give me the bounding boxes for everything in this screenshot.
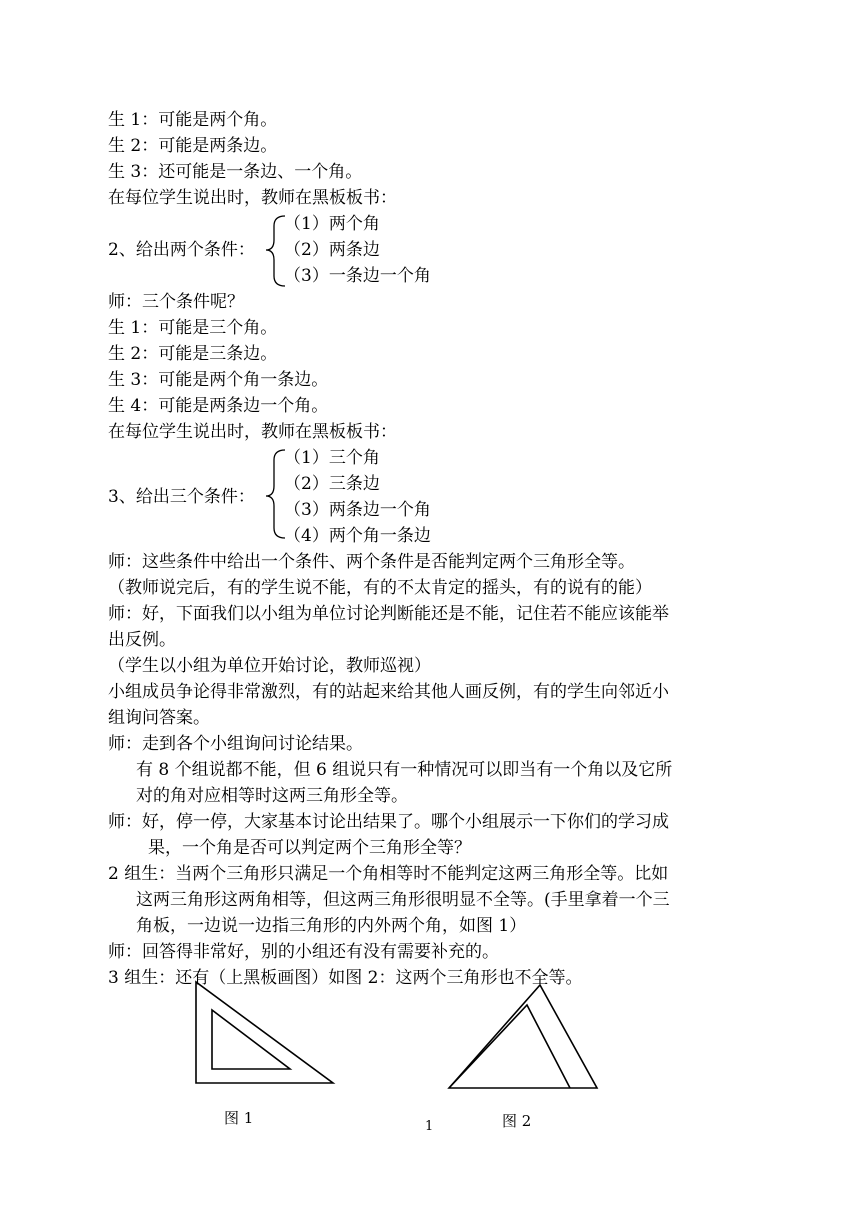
dialogue-line: 3 组生：还有（上黑板画图）如图 2：这两个三角形也不全等。 <box>108 968 583 988</box>
figure-1-outer-triangle <box>196 982 333 1083</box>
figure-2-large-triangle <box>449 985 597 1088</box>
board-item: （1）两个角 <box>284 214 380 234</box>
board-label-two-conditions: 2、给出两个条件： <box>108 240 255 260</box>
board-item: （3）两条边一个角 <box>284 500 431 520</box>
narration-line: （学生以小组为单位开始讨论，教师巡视） <box>108 656 431 676</box>
dialogue-line: 师：走到各个小组询问讨论结果。 <box>108 734 363 754</box>
board-label-three-conditions: 3、给出三个条件： <box>108 487 255 507</box>
dialogue-line: 生 2：可能是两条边。 <box>108 136 278 156</box>
dialogue-line: 师：这些条件中给出一个条件、两个条件是否能判定两个三角形全等。 <box>108 552 635 572</box>
narration-line: 小组成员争论得非常激烈，有的站起来给其他人画反例，有的学生向邻近小 <box>108 682 669 702</box>
figure-1-inner-triangle <box>212 1010 290 1069</box>
left-brace <box>266 216 285 286</box>
dialogue-line: 果，一个角是否可以判定两个三角形全等？ <box>148 838 471 858</box>
dialogue-line: 这两三角形这两角相等，但这两三角形很明显不全等。(手里拿着一个三 <box>136 890 670 910</box>
board-item: （1）三个角 <box>284 448 380 468</box>
dialogue-line: 师：三个条件呢？ <box>108 292 244 312</box>
narration-line: 对的角对应相等时这两三角形全等。 <box>136 786 408 806</box>
dialogue-line: 师：回答得非常好，别的小组还有没有需要补充的。 <box>108 942 499 962</box>
narration-line: 在每位学生说出时，教师在黑板板书： <box>108 422 397 442</box>
dialogue-line: 生 4：可能是两条边一个角。 <box>108 396 329 416</box>
narration-line: 组询问答案。 <box>108 708 210 728</box>
narration-line: （教师说完后，有的学生说不能，有的不太肯定的摇头，有的说有的能） <box>108 578 652 598</box>
dialogue-line: 生 3：还可能是一条边、一个角。 <box>108 162 363 182</box>
board-item: （3）一条边一个角 <box>284 266 431 286</box>
dialogue-line: 生 2：可能是三条边。 <box>108 344 278 364</box>
dialogue-line: 角板，一边说一边指三角形的内外两个角，如图 1） <box>136 916 527 936</box>
dialogue-line: 2 组生：当两个三角形只满足一个角相等时不能判定这两三角形全等。比如 <box>108 864 669 884</box>
narration-line: 有 8 个组说都不能，但 6 组说只有一种情况可以即当有一个角以及它所 <box>136 760 673 780</box>
figure-1-caption: 图 1 <box>224 1109 254 1127</box>
dialogue-line: 师：好，停一停，大家基本讨论出结果了。哪个小组展示一下你们的学习成 <box>108 812 669 832</box>
figure-2-caption: 图 2 <box>502 1112 532 1130</box>
board-item: （2）两条边 <box>284 240 380 260</box>
page-number: 1 <box>425 1119 434 1134</box>
left-brace <box>266 450 285 538</box>
dialogue-line: 生 1：可能是三个角。 <box>108 318 278 338</box>
dialogue-line: 师：好，下面我们以小组为单位讨论判断能还是不能，记住若不能应该能举 <box>108 604 669 624</box>
figure-2-small-triangle <box>449 1005 570 1088</box>
dialogue-line: 生 3：可能是两个角一条边。 <box>108 370 329 390</box>
board-item: （2）三条边 <box>284 474 380 494</box>
narration-line: 在每位学生说出时，教师在黑板板书： <box>108 188 397 208</box>
dialogue-line: 生 1：可能是两个角。 <box>108 110 278 130</box>
dialogue-line: 出反例。 <box>108 630 176 650</box>
board-item: （4）两个角一条边 <box>284 526 431 546</box>
